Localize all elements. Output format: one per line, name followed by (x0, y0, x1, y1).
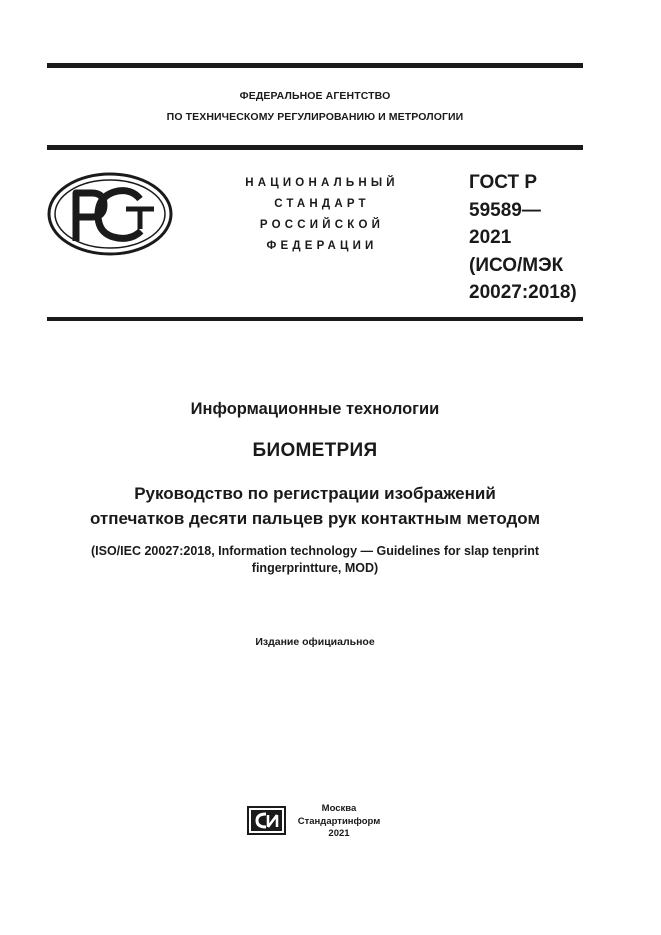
publisher-info (289, 803, 389, 841)
document-title-line2: отпечатков десяти пальцев рук контактным методом (89, 509, 541, 528)
standard-type (222, 173, 422, 257)
publisher-name: Стандартинформ (297, 815, 381, 827)
header-divider (47, 145, 583, 150)
title-divider (47, 317, 583, 321)
english-title (30, 543, 600, 577)
designation-line1: ГОСТ Р (469, 172, 538, 193)
designation-line3: 2021 (469, 227, 512, 248)
document-title (30, 481, 600, 531)
standard-designation (469, 169, 609, 307)
document-topic: Информационные технологии (190, 400, 440, 418)
designation-line2: 59589— (469, 199, 541, 221)
publisher-city: Москва (321, 803, 357, 814)
agency-name-line1: ФЕДЕРАЛЬНОЕ АГЕНТСТВО (239, 90, 391, 102)
english-title-line1: (ISO/IEC 20027:2018, Information technology — Guidelines for slap tenprint (90, 544, 539, 558)
standard-type-line1: НАЦИОНАЛЬНЫЙ (245, 177, 399, 189)
rst-certification-mark-icon (46, 171, 174, 257)
designation-line5: 20027:2018) (469, 282, 577, 303)
standard-type-line4: ФЕДЕРАЦИИ (266, 240, 378, 252)
english-title-line2: fingerprintture, MOD) (251, 561, 379, 575)
standard-type-line2: СТАНДАРТ (274, 198, 370, 210)
top-divider (47, 63, 583, 68)
agency-name-line2: ПО ТЕХНИЧЕСКОМУ РЕГУЛИРОВАНИЮ И МЕТРОЛОГИИ (166, 111, 464, 123)
document-subject: БИОМЕТРИЯ (252, 440, 378, 461)
designation-line4: (ИСО/МЭК (469, 254, 564, 276)
publication-year: 2021 (328, 828, 350, 839)
document-title-line1: Руководство по регистрации изображений (134, 484, 496, 503)
standard-type-line3: РОССИЙСКОЙ (259, 219, 385, 231)
edition-label: Издание официальное (255, 636, 375, 648)
standartinform-logo-icon (247, 806, 286, 835)
